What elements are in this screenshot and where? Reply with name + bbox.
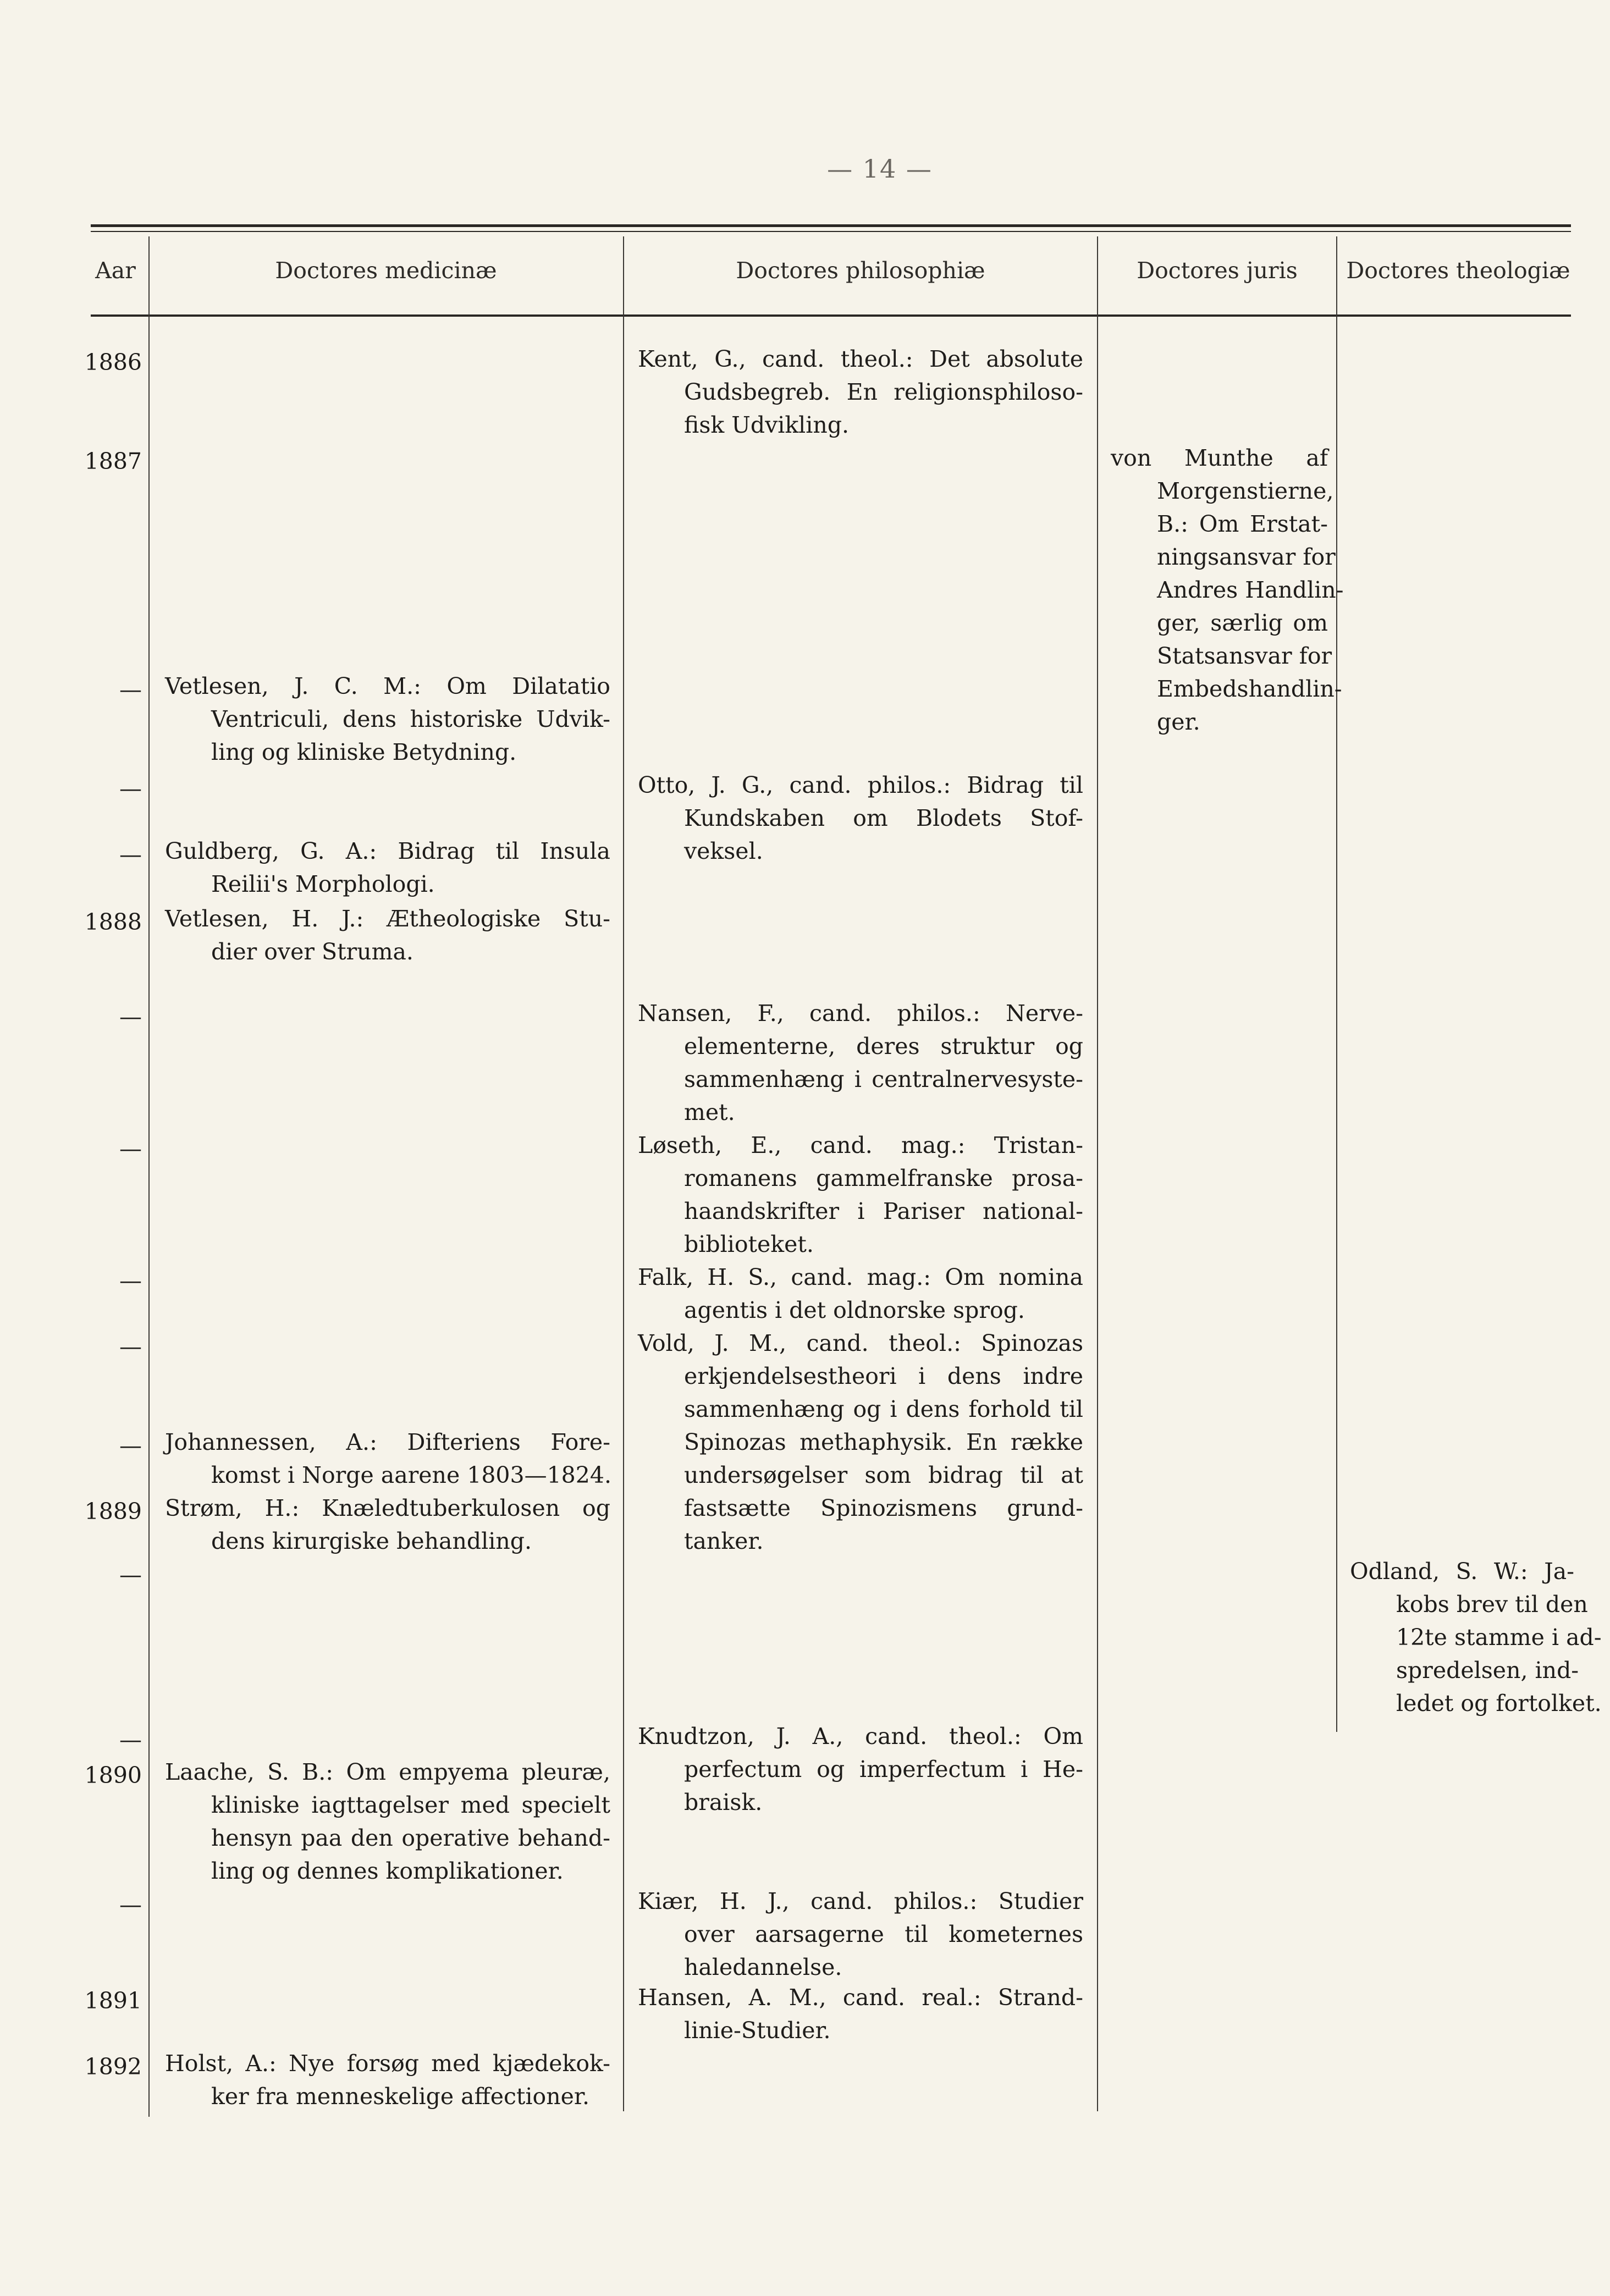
entry-line: dens kirurgiske behandling. bbox=[211, 1528, 532, 1554]
entry-line: Kent, G., cand. theol.: Det absolute bbox=[638, 346, 1083, 372]
theology-entry bbox=[1350, 1555, 1602, 1720]
medicine-entry bbox=[165, 670, 610, 769]
entry-line: ker fra menneskelige affectioner. bbox=[211, 2083, 589, 2110]
entry-line: kobs brev til den bbox=[1396, 1591, 1588, 1618]
entry-line: met. bbox=[684, 1099, 735, 1125]
column-divider-philosophy bbox=[1097, 236, 1098, 2111]
year-label: 1886 bbox=[84, 349, 142, 376]
entry-line: Vetlesen, H. J.: Ætheologiske Stu- bbox=[165, 906, 610, 932]
year-label: — bbox=[119, 1003, 142, 1030]
entry-line: elementerne, deres struktur og bbox=[684, 1033, 1083, 1059]
entry-line: ger. bbox=[1157, 709, 1200, 735]
top-double-rule bbox=[91, 224, 1571, 227]
entry-line: Otto, J. G., cand. philos.: Bidrag til bbox=[638, 772, 1083, 798]
entry-line: Gudsbegreb. En religionsphiloso- bbox=[684, 379, 1083, 405]
entry-line: 12te stamme i ad- bbox=[1396, 1624, 1602, 1651]
year-label: — bbox=[119, 1432, 142, 1459]
year-label: 1891 bbox=[84, 1988, 142, 2014]
year-label: 1887 bbox=[84, 448, 142, 474]
year-label: 1888 bbox=[84, 909, 142, 935]
entry-line: fastsætte Spinozismens grund- bbox=[684, 1495, 1083, 1521]
medicine-entry bbox=[165, 835, 610, 901]
philosophy-entry bbox=[638, 1720, 1083, 1819]
year-label: 1892 bbox=[84, 2054, 142, 2080]
entry-line: Johannessen, A.: Difteriens Fore- bbox=[165, 1429, 610, 1455]
entry-line: Holst, A.: Nye forsøg med kjædekok- bbox=[165, 2050, 610, 2077]
entry-line: Vetlesen, J. C. M.: Om Dilatatio bbox=[165, 673, 610, 699]
year-label: — bbox=[119, 1726, 142, 1753]
entry-line: Embedshandlin- bbox=[1157, 676, 1342, 702]
entry-line: veksel. bbox=[684, 838, 763, 864]
entry-line: tanker. bbox=[684, 1528, 764, 1554]
philosophy-entry bbox=[638, 1129, 1083, 1261]
entry-line: Laache, S. B.: Om empyema pleuræ, bbox=[165, 1759, 610, 1785]
entry-line: Kiær, H. J., cand. philos.: Studier bbox=[638, 1888, 1083, 1914]
entry-line: Odland, S. W.: Ja- bbox=[1350, 1558, 1574, 1585]
entry-line: Kundskaben om Blodets Stof- bbox=[684, 805, 1083, 831]
entry-line: Strøm, H.: Knæledtuberkulosen og bbox=[165, 1495, 610, 1521]
column-divider-juris bbox=[1336, 236, 1337, 1732]
entry-line: Vold, J. M., cand. theol.: Spinozas bbox=[638, 1330, 1083, 1356]
entry-line: ling og dennes komplikationer. bbox=[211, 1858, 564, 1884]
philosophy-entry bbox=[638, 1327, 1083, 1558]
entry-line: Statsansvar for bbox=[1157, 643, 1332, 669]
top-thin-rule bbox=[91, 231, 1571, 232]
entry-line: Hansen, A. M., cand. real.: Strand- bbox=[638, 1984, 1083, 2011]
entry-line: romanens gammelfranske prosa- bbox=[684, 1165, 1083, 1191]
entry-line: ling og kliniske Betydning. bbox=[211, 739, 517, 765]
year-label: — bbox=[119, 1135, 142, 1162]
year-label: — bbox=[119, 841, 142, 868]
entry-line: sammenhæng og i dens forhold til bbox=[684, 1396, 1083, 1422]
header-bottom-rule bbox=[91, 314, 1571, 317]
entry-line: Spinozas methaphysik. En række bbox=[684, 1429, 1083, 1455]
header-philosophy: Doctores philosophiæ bbox=[736, 257, 985, 284]
entry-line: perfectum og imperfectum i He- bbox=[684, 1756, 1083, 1782]
entry-line: linie-Studier. bbox=[684, 2017, 831, 2044]
entry-line: haledannelse. bbox=[684, 1954, 842, 1980]
entry-line: hensyn paa den operative behand- bbox=[211, 1825, 610, 1851]
medicine-entry bbox=[165, 1492, 610, 1558]
entry-line: ningsansvar for bbox=[1157, 544, 1336, 570]
entry-line: Falk, H. S., cand. mag.: Om nomina bbox=[638, 1264, 1083, 1290]
header-medicine: Doctores medicinæ bbox=[275, 257, 497, 284]
philosophy-entry bbox=[638, 997, 1083, 1129]
entry-line: spredelsen, ind- bbox=[1396, 1657, 1579, 1684]
header-theology: Doctores theologiæ bbox=[1346, 257, 1570, 284]
entry-line: braisk. bbox=[684, 1789, 763, 1815]
entry-line: agentis i det oldnorske sprog. bbox=[684, 1297, 1025, 1323]
medicine-entry bbox=[165, 1426, 610, 1492]
entry-line: B.: Om Erstat- bbox=[1157, 511, 1328, 537]
philosophy-entry bbox=[638, 769, 1083, 868]
entry-line: Guldberg, G. A.: Bidrag til Insula bbox=[165, 838, 610, 864]
header-juris: Doctores juris bbox=[1137, 257, 1298, 284]
entry-line: biblioteket. bbox=[684, 1231, 814, 1257]
entry-line: Nansen, F., cand. philos.: Nerve- bbox=[638, 1000, 1083, 1026]
entry-line: von Munthe af bbox=[1111, 445, 1328, 471]
entry-line: over aarsagerne til kometernes bbox=[684, 1921, 1083, 1947]
column-divider-medicine bbox=[623, 236, 624, 2111]
year-label: 1890 bbox=[84, 1762, 142, 1789]
entry-line: Løseth, E., cand. mag.: Tristan- bbox=[638, 1132, 1083, 1158]
entry-line: ledet og fortolket. bbox=[1396, 1690, 1602, 1717]
juris-entry bbox=[1111, 441, 1344, 738]
entry-line: Reilii's Morphologi. bbox=[211, 871, 435, 897]
header-year: Aar bbox=[95, 257, 136, 284]
year-label: — bbox=[119, 1891, 142, 1918]
entry-line: Ventriculi, dens historiske Udvik- bbox=[211, 706, 610, 732]
entry-line: Knudtzon, J. A., cand. theol.: Om bbox=[638, 1723, 1083, 1749]
philosophy-entry bbox=[638, 1261, 1083, 1327]
medicine-entry bbox=[165, 902, 610, 968]
entry-line: undersøgelser som bidrag til at bbox=[684, 1462, 1083, 1488]
entry-line: sammenhæng i centralnervesyste- bbox=[684, 1066, 1083, 1092]
entry-line: haandskrifter i Pariser national- bbox=[684, 1198, 1083, 1224]
philosophy-entry bbox=[638, 1981, 1083, 2047]
philosophy-entry bbox=[638, 1885, 1083, 1984]
medicine-entry bbox=[165, 1756, 610, 1887]
column-divider-year bbox=[148, 236, 150, 2117]
year-label: 1889 bbox=[84, 1498, 142, 1525]
year-label: — bbox=[119, 1267, 142, 1294]
year-label: — bbox=[119, 1333, 142, 1360]
page-number: — 14 — bbox=[827, 154, 933, 184]
entry-line: fisk Udvikling. bbox=[684, 412, 850, 438]
year-label: — bbox=[119, 1561, 142, 1588]
entry-line: ger, særlig om bbox=[1157, 610, 1328, 636]
year-label: — bbox=[119, 775, 142, 802]
entry-line: komst i Norge aarene 1803—1824. bbox=[211, 1462, 611, 1488]
entry-line: kliniske iagttagelser med specielt bbox=[211, 1792, 610, 1818]
entry-line: Morgenstierne, bbox=[1157, 478, 1334, 504]
entry-line: erkjendelsestheori i dens indre bbox=[684, 1363, 1083, 1389]
entry-line: dier over Struma. bbox=[211, 939, 413, 965]
medicine-entry bbox=[165, 2047, 610, 2113]
entry-line: Andres Handlin- bbox=[1157, 577, 1344, 603]
philosophy-entry bbox=[638, 343, 1083, 441]
year-label: — bbox=[119, 676, 142, 703]
